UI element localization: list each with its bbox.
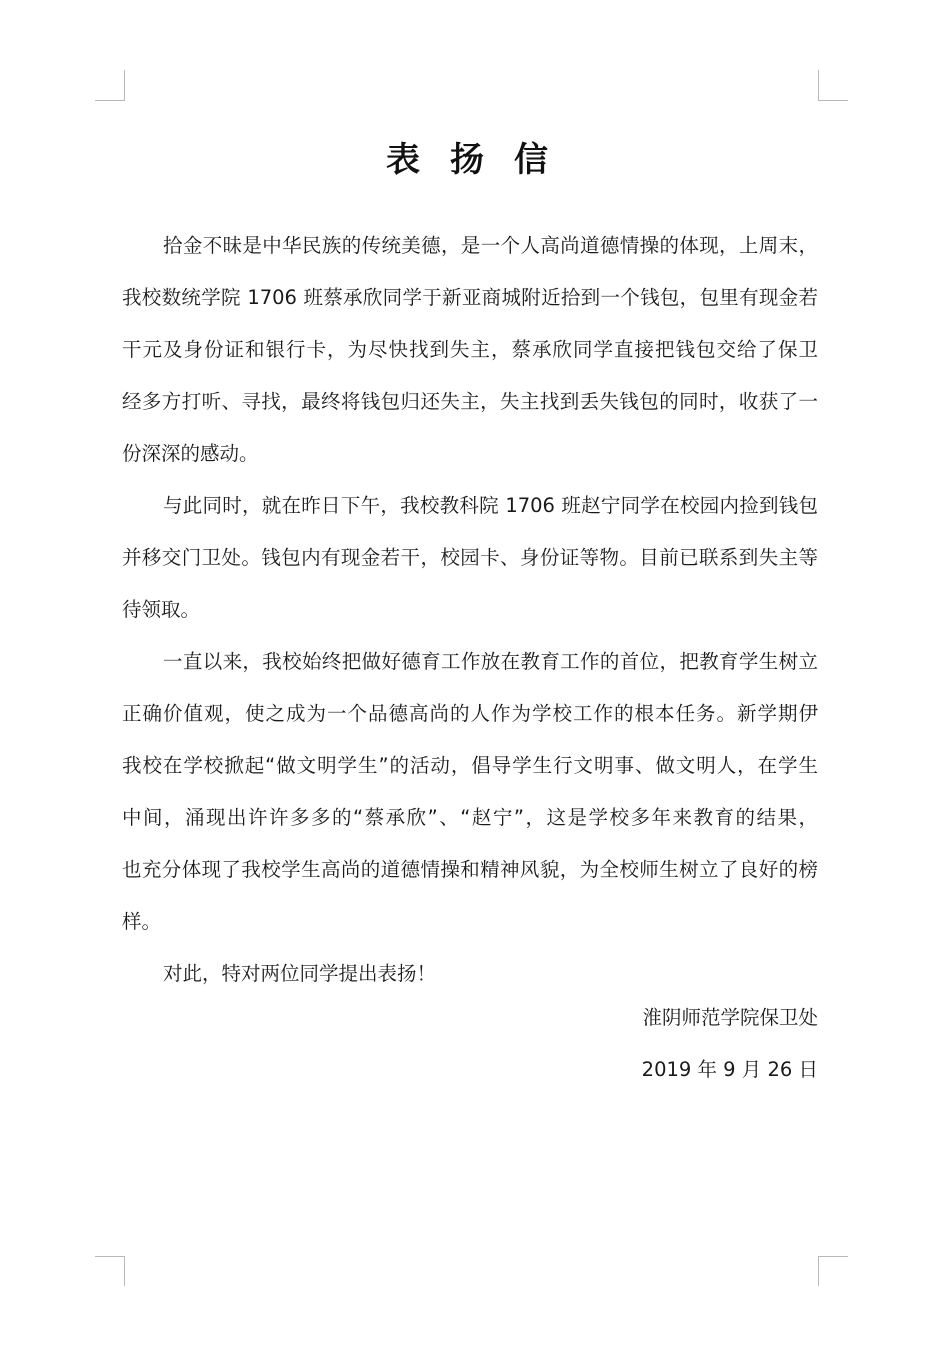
paragraph-line: 样。 xyxy=(122,910,162,933)
paragraph-line: 干元及身份证和银行卡，为尽快找到失主，蔡承欣同学直接把钱包交给了保卫 xyxy=(122,338,818,361)
paragraph-line: 也充分体现了我校学生高尚的道德情操和精神风貌，为全校师生树立了良好的榜 xyxy=(122,858,818,881)
paragraph-line: 拾金不昧是中华民族的传统美德，是一个人高尚道德情操的体现，上周末， xyxy=(163,234,818,257)
paragraph-line: 对此，特对两位同学提出表扬！ xyxy=(163,962,437,985)
paragraph-line: 与此同时，就在昨日下午，我校教科院 1706 班赵宁同学在校园内捡到钱包 xyxy=(163,494,818,517)
paragraph xyxy=(122,220,818,480)
paragraph xyxy=(122,480,818,636)
paragraph-line: 份深深的感动。 xyxy=(122,442,259,465)
paragraph-line: 我校在学校掀起“做文明学生”的活动，倡导学生行文明事、做文明人，在学生 xyxy=(122,754,818,777)
corner-mark-bottom-left-h xyxy=(95,1256,125,1257)
paragraph-line: 并移交门卫处。钱包内有现金若干，校园卡、身份证等物。目前已联系到失主等 xyxy=(122,546,818,569)
paragraph-line: 待领取。 xyxy=(122,598,201,621)
corner-mark-bottom-left-v xyxy=(124,1256,125,1286)
corner-mark-bottom-right-h xyxy=(818,1256,848,1257)
corner-mark-top-left-v xyxy=(124,70,125,101)
date: 2019 年 9 月 26 日 xyxy=(641,1058,818,1081)
corner-mark-top-right-v xyxy=(818,70,819,101)
paragraph-line: 我校数统学院 1706 班蔡承欣同学于新亚商城附近拾到一个钱包，包里有现金若 xyxy=(122,286,818,309)
letter-title: 表扬信 xyxy=(386,140,578,180)
corner-mark-top-right-h xyxy=(818,100,848,101)
signature: 淮阴师范学院保卫处 xyxy=(642,1006,818,1029)
paragraph-line: 经多方打听、寻找，最终将钱包归还失主，失主找到丢失钱包的同时，收获了一 xyxy=(122,390,818,413)
corner-mark-top-left-h xyxy=(95,100,125,101)
letter-body xyxy=(122,220,818,1000)
paragraph-line: 正确价值观，使之成为一个品德高尚的人作为学校工作的根本任务。新学期伊 xyxy=(122,702,818,725)
corner-mark-bottom-right-v xyxy=(818,1256,819,1286)
paragraph-line: 中间，涌现出许许多多的“蔡承欣”、“赵宁”，这是学校多年来教育的结果， xyxy=(122,806,818,829)
paragraph-line: 一直以来，我校始终把做好德育工作放在教育工作的首位，把教育学生树立 xyxy=(163,650,818,673)
paragraph xyxy=(122,636,818,948)
